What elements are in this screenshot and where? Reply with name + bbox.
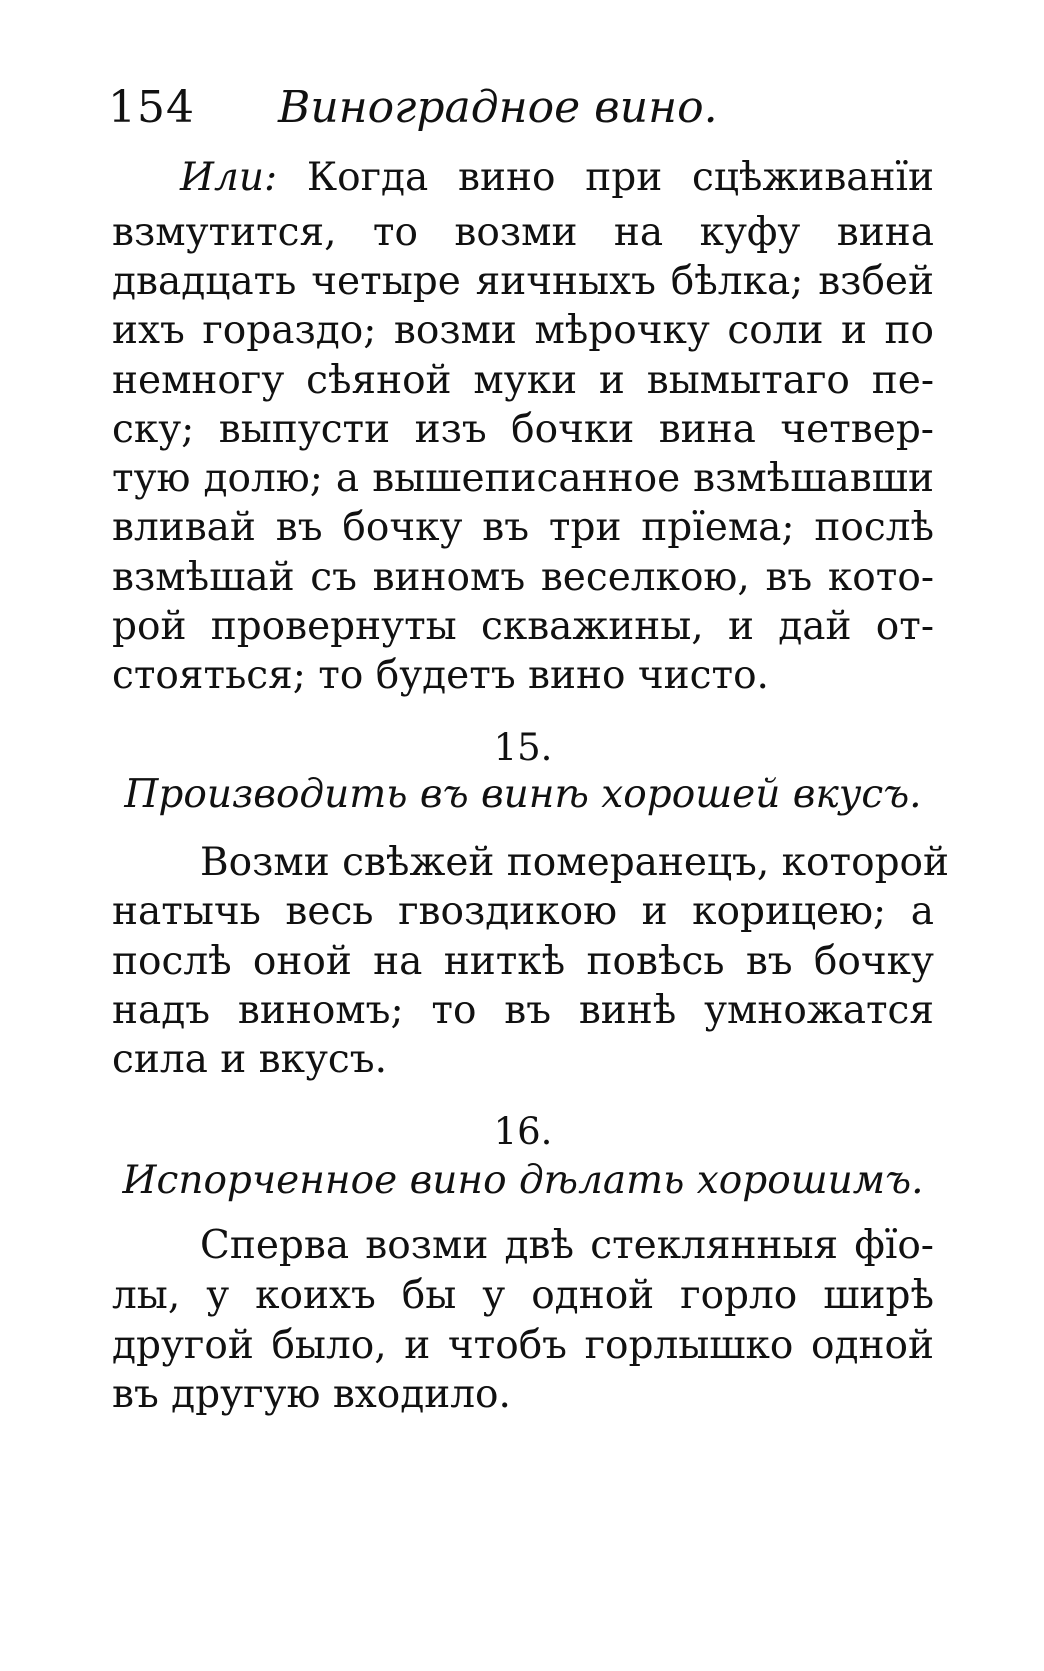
paragraph-line: стояться; то будетъ вино чисто. (112, 653, 769, 698)
page-number: 154 (108, 82, 195, 133)
paragraph-line: взмѣшай съ виномъ веселкою, въ кото- (112, 555, 934, 600)
paragraph-line: сила и вкусъ. (112, 1037, 387, 1082)
paragraph-line: ску; выпусти изъ бочки вина четвер- (112, 407, 934, 452)
paragraph-line-text: Когда вино при сцѣживанïи (306, 155, 934, 200)
page-header (108, 82, 928, 142)
paragraph-line: Возми свѣжей померанецъ, которой (200, 840, 950, 885)
paragraph-line: другой было, и чтобъ горлышко одной (112, 1323, 934, 1368)
section-number: 15. (493, 726, 553, 769)
running-title: Виноградное вино. (278, 82, 718, 133)
section-number: 16. (493, 1110, 553, 1153)
paragraph-line: вливай въ бочку въ три прïема; послѣ (112, 505, 934, 550)
paragraph-lead: Или: (180, 155, 278, 200)
paragraph-line: взмутится, то возми на куфу вина (112, 210, 934, 255)
paragraph-line: въ другую входило. (112, 1372, 511, 1417)
paragraph-line: лы, у коихъ бы у одной горло ширѣ (112, 1273, 934, 1318)
paragraph-line: тую долю; а вышеписанное взмѣшавши (112, 456, 934, 501)
paragraph-line: ихъ гораздо; возми мѣрочку соли и по (112, 308, 934, 353)
section-heading: Производить въ винѣ хорошей вкусъ. (124, 772, 922, 817)
section-heading: Испорченное вино дѣлать хорошимъ. (122, 1158, 924, 1203)
paragraph-line: послѣ оной на ниткѣ повѣсь въ бочку (112, 939, 934, 984)
paragraph-line: немногу сѣяной муки и вымытаго пе- (112, 358, 934, 403)
paragraph-line: Сперва возми двѣ стеклянныя фïо- (200, 1223, 934, 1268)
paragraph-line: натычь весь гвоздикою и корицею; а (112, 889, 934, 934)
paragraph-line (180, 150, 934, 206)
paragraph-line: надъ виномъ; то въ винѣ умножатся (112, 988, 934, 1033)
paragraph-line: двадцать четыре яичныхъ бѣлка; взбей (112, 259, 934, 304)
paragraph-line: рой провернуты скважины, и дай от- (112, 604, 934, 649)
